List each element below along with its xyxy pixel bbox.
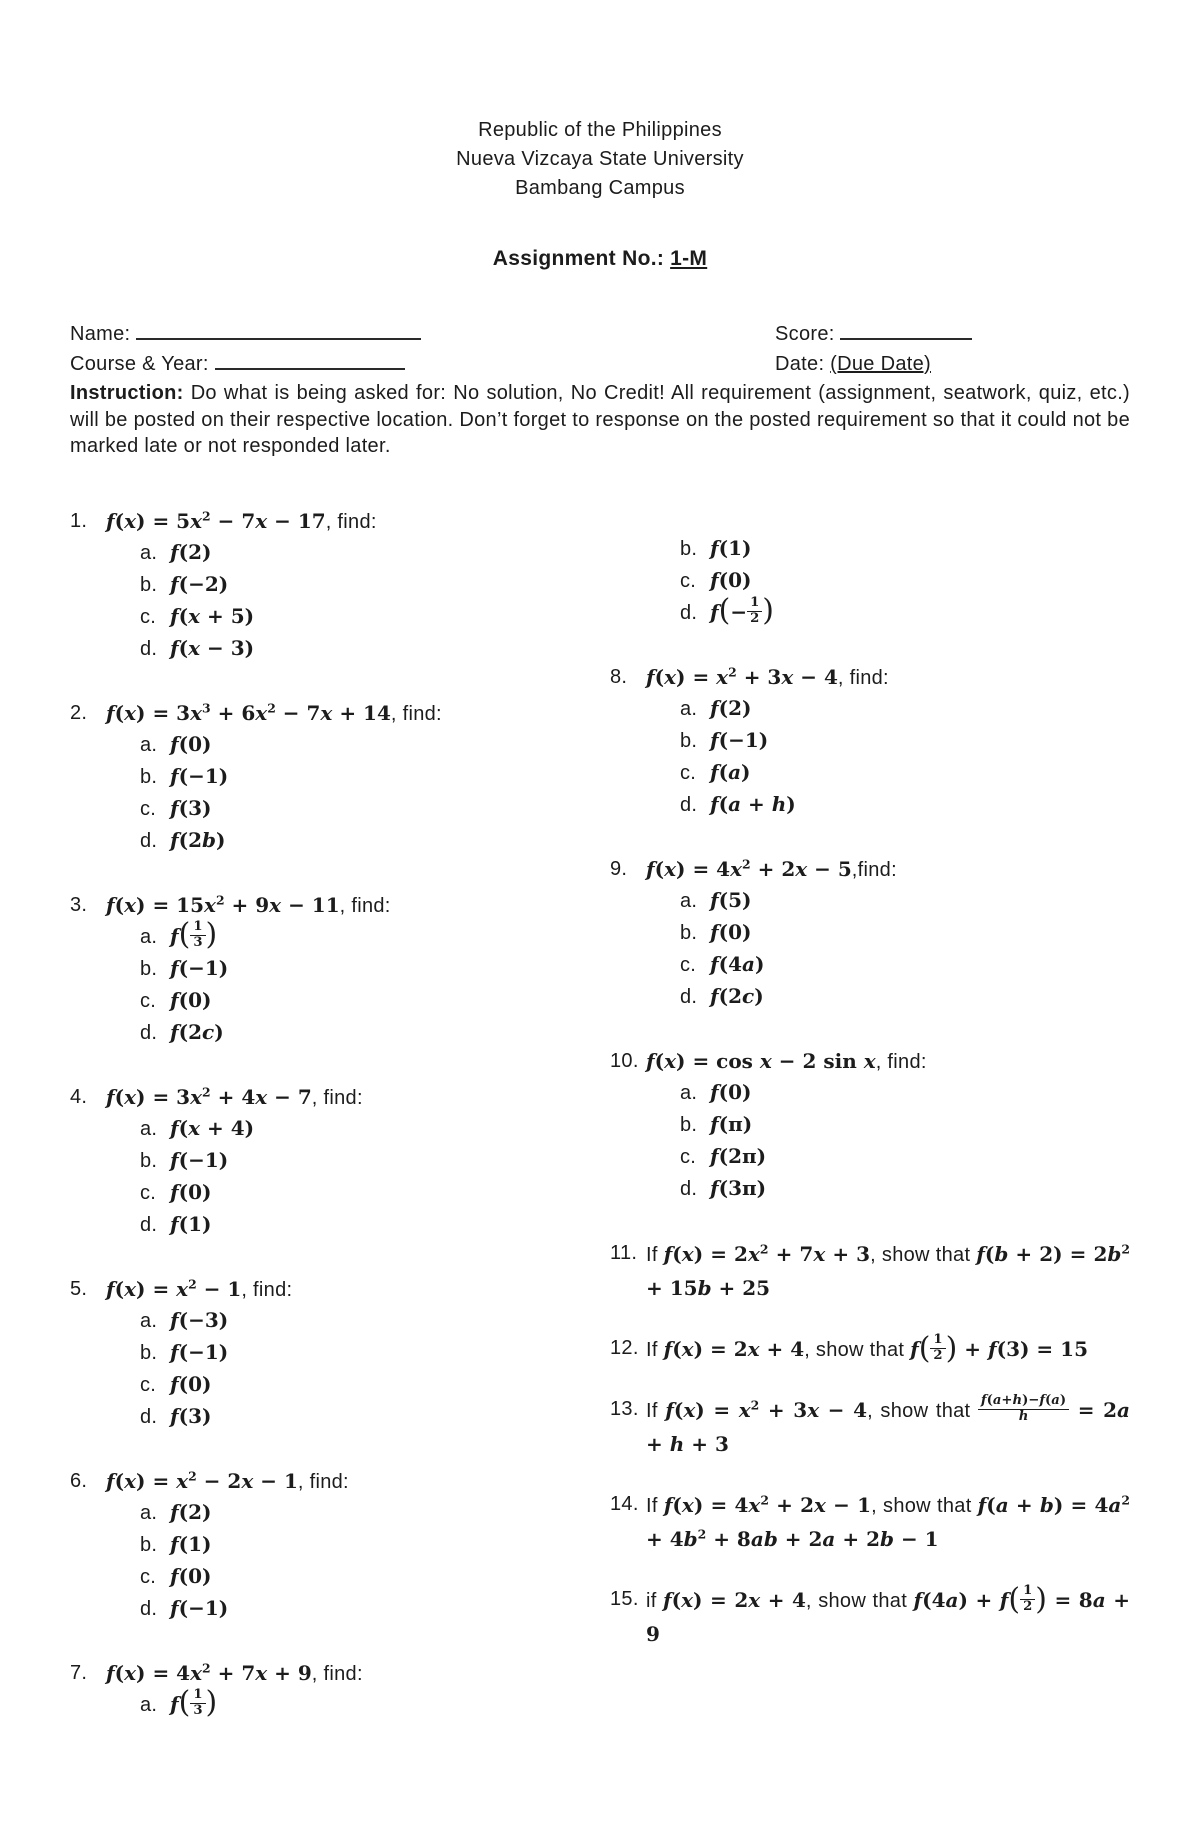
option-label: d. <box>140 1597 158 1620</box>
option-math: f(3) <box>170 795 212 820</box>
stem-text: , find: <box>297 1470 349 1493</box>
option-label: a. <box>140 541 158 564</box>
option-label: d. <box>140 637 158 660</box>
option-math: f(−1) <box>170 1147 229 1172</box>
option-label: d. <box>680 793 698 816</box>
option-row <box>106 1562 610 1593</box>
option-row <box>106 538 610 569</box>
question <box>610 1394 1130 1462</box>
option-row <box>106 794 610 825</box>
option-math: f(0) <box>170 1179 212 1204</box>
option-label: a. <box>140 733 158 756</box>
option-label: c. <box>680 569 697 592</box>
option-label: c. <box>140 1181 157 1204</box>
stem-math: $f(x) = 4x^2 + 2x - 5$ <box>646 855 852 881</box>
stem-math: $f(a + b) = 4a^2 + 4b^2 + 8ab + 2a + 2b - 1$ <box>646 1491 1131 1551</box>
option-math: f(−1) <box>170 955 229 980</box>
option-label: d. <box>140 829 158 852</box>
assignment-title-label: Assignment No.: <box>492 247 665 270</box>
header-fields <box>70 319 1130 379</box>
question <box>70 698 610 857</box>
option-row <box>106 1114 610 1145</box>
option-row <box>106 1498 610 1529</box>
stem-math: $f(x) = x^2 + 3x - 4$ <box>665 1396 868 1422</box>
option-math: f(x + 4) <box>170 1115 255 1140</box>
score-label: Score: <box>775 323 835 345</box>
header-university: Nueva Vizcaya State University <box>456 148 744 170</box>
option-row <box>106 1178 610 1209</box>
option-label: d. <box>680 1177 698 1200</box>
option-math: f(−1) <box>170 763 229 788</box>
question-columns <box>70 506 1130 1754</box>
question-stem <box>106 698 610 729</box>
option-row <box>646 1078 1130 1109</box>
option-math: f(a) <box>710 759 751 784</box>
stem-text: , find: <box>875 1050 927 1073</box>
option-row <box>106 954 610 985</box>
question-number: 8. <box>610 665 628 688</box>
option-label: c. <box>140 797 157 820</box>
option-label: b. <box>140 957 158 980</box>
option-math: f( $\frac{1}{3}$ ) <box>170 917 218 952</box>
stem-math: $f(x) = x^2 - 2x - 1$ <box>106 1467 298 1493</box>
question-continuation <box>610 533 1130 629</box>
stem-math: f(x) = 2x + 4 <box>663 1336 805 1361</box>
option-label: b. <box>140 765 158 788</box>
option-label: a. <box>680 697 698 720</box>
stem-text: , find: <box>311 1662 363 1685</box>
stem-math: f(x) = 2x + 4 <box>663 1587 806 1612</box>
option-math: f(2) <box>710 695 752 720</box>
option-row <box>646 593 1130 629</box>
question <box>610 1046 1130 1205</box>
stem-math: $f(x) = 4x^2 + 2x - 1$ <box>663 1491 872 1517</box>
question-number: 13. <box>610 1397 639 1420</box>
option-math: f(2) <box>170 1499 212 1524</box>
option-label: a. <box>140 1501 158 1524</box>
stem-text: , show that <box>871 1494 978 1517</box>
question-stem <box>646 1046 1130 1077</box>
question <box>70 1658 610 1721</box>
stem-text: , show that <box>805 1589 914 1612</box>
option-math: f(0) <box>710 1079 752 1104</box>
question <box>610 1489 1130 1557</box>
question-stem <box>106 1082 610 1113</box>
question <box>70 1466 610 1625</box>
option-row <box>106 1530 610 1561</box>
stem-math: $f(b + 2) = 2b^2 + 15b + 25$ <box>646 1240 1130 1300</box>
option-math: f(3π) <box>710 1175 767 1200</box>
question-stem <box>646 1394 1130 1462</box>
option-math: f(x + 5) <box>170 603 255 628</box>
option-label: b. <box>140 1341 158 1364</box>
instruction-text: Do what is being asked for: No solution, No Credit! All requirement (assignment, seatwork, quiz, etc.) will be posted on their respective location. Don’t forget to response on the posted requirement so that it could not be marked late or not responded later. <box>70 382 1131 457</box>
option-math: f(− $\frac{1}{2}$ ) <box>710 593 774 628</box>
option-label: b. <box>140 573 158 596</box>
option-math: f(2b) <box>170 827 226 852</box>
question <box>610 1330 1130 1367</box>
option-math: f( $\frac{1}{3}$ ) <box>170 1685 218 1720</box>
option-row <box>106 1018 610 1049</box>
question-number: 9. <box>610 857 628 880</box>
option-label: b. <box>680 921 698 944</box>
option-row <box>646 790 1130 821</box>
option-row <box>646 1110 1130 1141</box>
option-label: b. <box>680 1113 698 1136</box>
option-row <box>646 758 1130 789</box>
option-row <box>106 1306 610 1337</box>
option-row <box>646 950 1130 981</box>
option-math: f(2c) <box>170 1019 224 1044</box>
question-stem <box>106 1658 610 1689</box>
option-row <box>106 762 610 793</box>
question-number: 15. <box>610 1587 639 1610</box>
option-label: a. <box>140 925 158 948</box>
question <box>70 1274 610 1433</box>
question-number: 3. <box>70 893 88 916</box>
left-column <box>70 506 610 1754</box>
option-label: c. <box>140 605 157 628</box>
option-math: f(0) <box>170 731 212 756</box>
option-math: f(1) <box>170 1211 212 1236</box>
stem-math: f(4a) + f( $\frac{1}{2}$ ) = 8a + 9 <box>646 1581 1130 1646</box>
score-blank <box>840 323 972 340</box>
option-row <box>106 570 610 601</box>
option-math: f(−1) <box>170 1595 229 1620</box>
question-stem <box>646 854 1130 885</box>
stem-math: $f(x) = 4x^2 + 7x + 9$ <box>106 1659 312 1685</box>
stem-text: if <box>646 1589 664 1612</box>
option-row <box>646 1142 1130 1173</box>
question-number: 7. <box>70 1661 88 1684</box>
option-row <box>646 886 1130 917</box>
stem-math: $f(x) = 15x^2 + 9x - 11$ <box>106 891 340 917</box>
stem-text: , find: <box>241 1278 293 1301</box>
option-math: f(x − 3) <box>170 635 255 660</box>
option-row <box>106 1146 610 1177</box>
stem-text: , find: <box>339 894 391 917</box>
option-math: f(−3) <box>170 1307 229 1332</box>
option-label: c. <box>680 761 697 784</box>
option-label: a. <box>680 1081 698 1104</box>
option-math: f(1) <box>710 535 752 560</box>
question <box>70 506 610 665</box>
option-row <box>646 918 1130 949</box>
option-row <box>106 986 610 1017</box>
option-math: f(0) <box>170 1563 212 1588</box>
option-label: c. <box>140 1373 157 1396</box>
stem-math: $f(x) = x^2 - 1$ <box>106 1275 242 1301</box>
course-year-label: Course & Year: <box>70 353 209 375</box>
option-row <box>646 694 1130 725</box>
option-label: d. <box>140 1213 158 1236</box>
question-number: 12. <box>610 1336 639 1359</box>
stem-math: $f(x) = 2x^2 + 7x + 3$ <box>663 1240 871 1266</box>
question-stem <box>646 1238 1130 1306</box>
option-math: f(0) <box>170 1371 212 1396</box>
question-number: 1. <box>70 509 88 532</box>
option-row <box>106 1594 610 1625</box>
name-label: Name: <box>70 323 131 345</box>
option-math: f(3) <box>170 1403 212 1428</box>
question-number <box>610 533 646 629</box>
question <box>610 854 1130 1013</box>
question-number: 4. <box>70 1085 88 1108</box>
stem-math: $f(x) = 5x^2 - 7x - 17$ <box>106 507 326 533</box>
stem-text: , find: <box>837 666 889 689</box>
question-number: 10. <box>610 1049 639 1072</box>
option-row <box>106 1338 610 1369</box>
stem-text: If <box>646 1399 666 1422</box>
question-stem <box>646 1489 1130 1557</box>
option-math: f(−1) <box>170 1339 229 1364</box>
question-stem <box>106 1466 610 1497</box>
option-label: a. <box>140 1309 158 1332</box>
option-label: a. <box>680 889 698 912</box>
question-stem <box>646 1330 1130 1367</box>
stem-text: , show that <box>804 1338 911 1361</box>
option-math: f(2π) <box>710 1143 767 1168</box>
question <box>70 890 610 1049</box>
right-column <box>610 506 1130 1754</box>
question-number: 2. <box>70 701 88 724</box>
option-label: c. <box>140 989 157 1012</box>
header-campus: Bambang Campus <box>515 177 685 199</box>
option-row <box>106 1685 610 1721</box>
option-label: b. <box>140 1533 158 1556</box>
stem-math: f( $\frac{1}{2}$ ) + f(3) = 15 <box>910 1330 1088 1366</box>
option-math: f(2c) <box>710 983 764 1008</box>
option-row <box>106 1402 610 1433</box>
question-stem <box>646 1581 1130 1652</box>
stem-text: If <box>646 1338 664 1361</box>
instruction-paragraph <box>70 380 1130 460</box>
stem-text: , show that <box>867 1399 978 1422</box>
option-label: d. <box>680 985 698 1008</box>
option-label: d. <box>680 601 698 624</box>
option-row <box>646 534 1130 565</box>
stem-text: If <box>646 1243 664 1266</box>
stem-math: $\frac{f(a+h)-f(a)}{h}$ = 2a + h + 3 <box>646 1392 1130 1456</box>
option-label: b. <box>680 537 698 560</box>
option-row <box>106 917 610 953</box>
name-blank <box>136 323 421 340</box>
stem-text: , show that <box>870 1243 977 1266</box>
option-row <box>106 826 610 857</box>
option-math: f(5) <box>710 887 752 912</box>
date-label: Date: <box>775 353 825 375</box>
course-year-blank <box>215 353 405 370</box>
option-math: f(−1) <box>710 727 769 752</box>
question <box>610 1581 1130 1652</box>
stem-text: ,find: <box>851 858 897 881</box>
question-number: 11. <box>610 1241 638 1264</box>
option-label: c. <box>680 1145 697 1168</box>
option-math: f(0) <box>170 987 212 1012</box>
question <box>610 662 1130 821</box>
instruction-label: Instruction: <box>70 382 184 404</box>
assignment-title <box>70 247 1130 271</box>
option-label: a. <box>140 1117 158 1140</box>
question-stem <box>646 662 1130 693</box>
question <box>610 1238 1130 1306</box>
option-math: f(1) <box>170 1531 212 1556</box>
option-math: f(a + h) <box>710 791 796 816</box>
option-row <box>646 566 1130 597</box>
option-row <box>646 1174 1130 1205</box>
option-label: c. <box>680 953 697 976</box>
header-country: Republic of the Philippines <box>478 119 722 141</box>
option-row <box>106 1370 610 1401</box>
option-row <box>106 602 610 633</box>
stem-math: $f(x) = 3x^3 + 6x^2 - 7x + 14$ <box>106 699 391 725</box>
option-math: f(π) <box>710 1111 753 1136</box>
date-value: (Due Date) <box>830 353 931 375</box>
question-stem <box>106 1274 610 1305</box>
stem-math: f(x) = cos x − 2 sin x <box>646 1048 876 1073</box>
option-label: a. <box>140 1693 158 1716</box>
question <box>70 1082 610 1241</box>
option-math: f(0) <box>710 567 752 592</box>
option-label: d. <box>140 1021 158 1044</box>
option-math: f(4a) <box>710 951 765 976</box>
option-row <box>646 726 1130 757</box>
option-row <box>646 982 1130 1013</box>
stem-text: , find: <box>390 702 442 725</box>
question-stem <box>106 506 610 537</box>
option-label: d. <box>140 1405 158 1428</box>
stem-math: $f(x) = 3x^2 + 4x - 7$ <box>106 1083 312 1109</box>
option-label: c. <box>140 1565 157 1588</box>
question-number: 5. <box>70 1277 88 1300</box>
option-row <box>106 1210 610 1241</box>
option-label: b. <box>140 1149 158 1172</box>
document-header <box>70 116 1130 203</box>
assignment-number: 1-M <box>670 247 708 270</box>
option-row <box>106 634 610 665</box>
question-number: 6. <box>70 1469 88 1492</box>
option-math: f(2) <box>170 539 212 564</box>
option-math: f(−2) <box>170 571 229 596</box>
stem-text: , find: <box>311 1086 363 1109</box>
option-label: b. <box>680 729 698 752</box>
stem-math: $f(x) = x^2 + 3x - 4$ <box>646 663 838 689</box>
question-stem <box>106 890 610 921</box>
stem-text: If <box>646 1494 664 1517</box>
option-row <box>106 730 610 761</box>
question-number: 14. <box>610 1492 639 1515</box>
stem-text: , find: <box>325 510 377 533</box>
option-math: f(0) <box>710 919 752 944</box>
